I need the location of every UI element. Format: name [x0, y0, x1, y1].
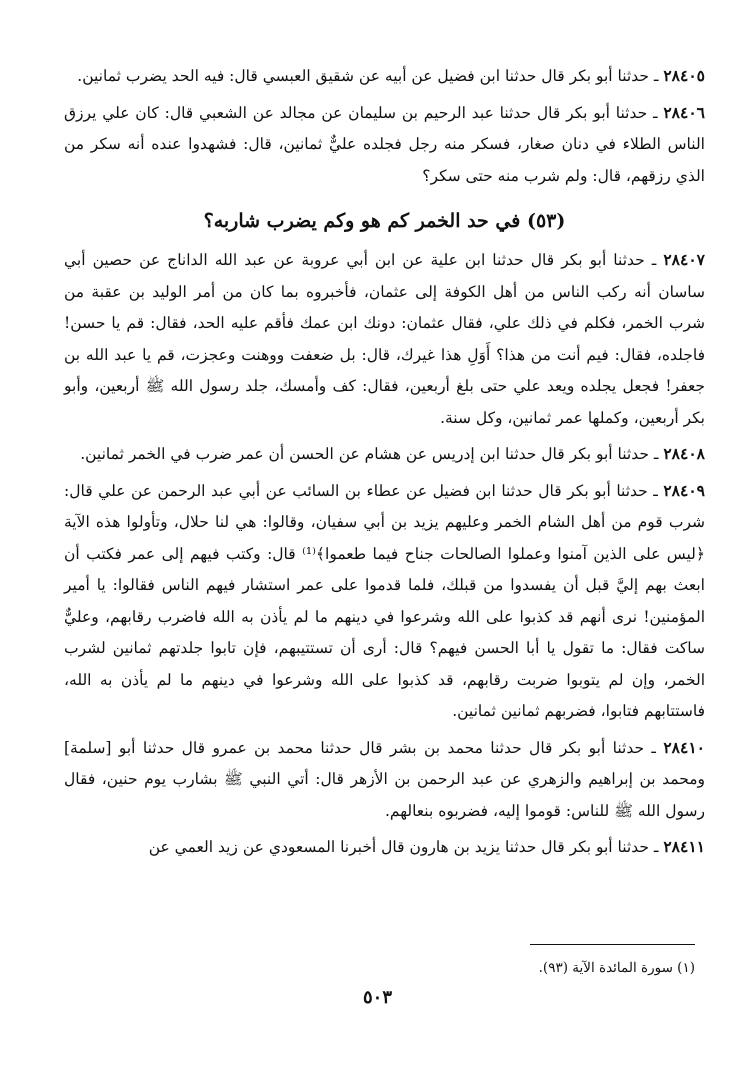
hadith-paragraph	[64, 97, 705, 193]
hadith-number: ٢٨٤١١	[663, 837, 705, 856]
hadith-number: ٢٨٤١٠	[663, 737, 705, 757]
hadith-paragraph	[64, 438, 705, 471]
hadith-number: ٢٨٤٠٨	[663, 444, 705, 463]
hadith-paragraph	[64, 732, 705, 828]
chapter-heading: (٥٣) في حد الخمر كم هو وكم يضرب شاربه؟	[203, 210, 566, 232]
hadith-paragraph	[64, 244, 705, 434]
hadith-text: ـ حدثنا أبو بكر قال حدثنا عبد الرحيم بن سليمان عن مجالد عن الشعبي قال: كان علي يرزق الناس الطلاء في دنان صغار، فسكر منه رجل فجلده عليٌّ ثمانين، قال: فشهدوا عنده أنه سكر من الذي رزقهم، قال: ولم شرب منه حتى سكر؟	[64, 103, 705, 185]
hadith-text: ـ حدثنا أبو بكر قال حدثنا محمد بن بشر قال حدثنا محمد بن عمرو قال حدثنا أبو [سلمة] ومحمد بن إبراهيم والزهري عن عبد الرحمن بن الأزهر قال: أتي النبي ﷺ بشارب يوم حنين، فقال رسول الله ﷺ للناس: قوموا إليه، فضربوه بنعالهم.	[64, 738, 705, 820]
hadith-paragraph	[64, 831, 705, 864]
hadith-text: ـ حدثنا أبو بكر قال حدثنا ابن علية عن ابن أبي عروبة عن عبد الله الداناج عن حصين أبي ساسان أنه ركب الناس من أهل الكوفة إلى عثمان، فأخبروه بما كان من أمر الوليد بن عقبة من شرب الخمر، فكلم في ذلك علي، فقال عثمان: دونك ابن عمك فأقم عليه الحد، فقال: قم يا حسن! فاجلده، فقال: فيم أنت من هذا؟ أَوَلِ هذا غيرك، قال: بل ضعفت ووهنت وعجزت، قم يا عبد الله بن جعفر! فجعل يجلده ويعد علي حتى بلغ أربعين، فقال: كف وأمسك، جلد رسول الله ﷺ أربعين، وأبو بكر أربعين، وكملها عمر ثمانين، وكل سنة.	[64, 251, 705, 427]
hadith-paragraph	[64, 475, 705, 728]
hadith-paragraph	[64, 60, 705, 93]
hadith-number: ٢٨٤٠٦	[663, 102, 705, 122]
hadith-text: ـ حدثنا أبو بكر قال حدثنا ابن إدريس عن هشام عن الحسن أن عمر ضرب في الخمر ثمانين.	[80, 445, 664, 463]
hadith-number: ٢٨٤٠٩	[663, 480, 705, 500]
hadith-text: ـ حدثنا أبو بكر قال حدثنا ابن فضيل عن عطاء بن السائب عن أبي عبد الرحمن عن علي قال: شرب قوم من أهل الشام الخمر وعليهم يزيد بن أبي سفيان، وقالوا: هي لنا حلال، وتأولوا هذه الآية ﴿ليس على الذين آمنوا وعملوا الصالحات جناح فيما طعموا﴾⁽¹⁾ قال: وكتب فيهم إلى عمر فكتب أن ابعث بهم إليَّ قبل أن يفسدوا من قبلك، فلما قدموا على عمر استشار فيهم الناس فقالوا: يا أمير المؤمنين! نرى أنهم قد كذبوا على الله وشرعوا في دينهم ما لم يأذن به الله فاضرب رقابهم، وعليٌّ ساكت فقال: ما تقول يا أبا الحسن فيهم؟ قال: أرى أن تستتيبهم، فإن تابوا جلدتهم ثمانين لشرب الخمر، وإن لم يتوبوا ضربت رقابهم، قد كذبوا على الله وشرعوا في دينهم ما لم يأذن به الله، فاستتابهم فتابوا، فضربهم ثمانين ثمانين.	[64, 481, 705, 720]
page-number: ٥٠٣	[362, 987, 392, 1008]
footnote: (١) سورة المائدة الآية (٩٣).	[538, 960, 695, 976]
hadith-text: ـ حدثنا أبو بكر قال حدثنا ابن فضيل عن أبيه عن شقيق العبسي قال: فيه الحد يضرب ثمانين.	[77, 67, 664, 85]
footnote-divider	[530, 944, 695, 945]
hadith-text: ـ حدثنا أبو بكر قال حدثنا يزيد بن هارون قال أخبرنا المسعودي عن زيد العمي عن	[148, 838, 664, 856]
hadith-number: ٢٨٤٠٧	[663, 250, 705, 269]
hadith-number: ٢٨٤٠٥	[663, 66, 705, 85]
